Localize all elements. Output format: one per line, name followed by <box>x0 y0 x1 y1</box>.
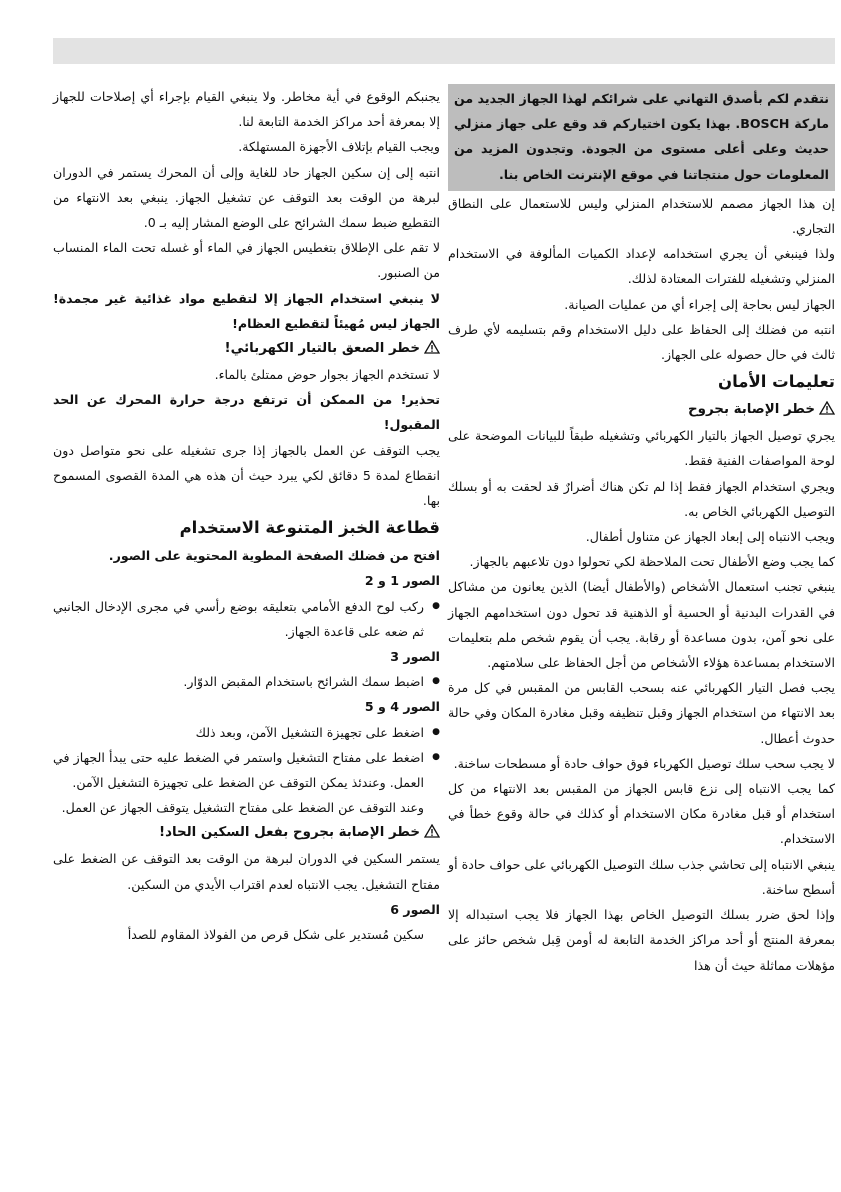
blade-warning-text: خطر الإصابة بجروح بفعل السكين الحاد! <box>159 825 420 841</box>
paragraph: وإذا لحق ضرر بسلك التوصيل الخاص بهذا الجهاز فلا يجب استبداله إلا بمعرفة المنتج أو أحد مراكز الخدمة التابعة له أومن قِبل شخص حائز على مؤهلات مماثلة حيث أن هذا <box>448 907 835 973</box>
figure-label: الصور 4 و 5 <box>364 699 440 715</box>
paragraph: ينبغي الانتباه إلى تحاشي جذب سلك التوصيل الكهربائي على حواف حادة أو أسطح ساخنة. <box>448 856 835 897</box>
list-item: ● ركب لوح الدفع الأمامي بتعليقه بوضع رأسي في مجرى الإدخال الجانبي ثم ضعه على قاعدة الجهاز. <box>53 594 424 644</box>
paragraph: لا يجب سحب سلك توصيل الكهرباء فوق حواف حادة أو مسطحات ساخنة. <box>453 755 835 771</box>
safety-heading: تعليمات الأمان <box>718 372 835 392</box>
paragraph: انتبه إلى إن سكين الجهاز حاد للغاية وإلى أن المحرك يستمر في الدوران لبرهة من الوقت بعد التوقف عن تشغيل الجهاز. ينبغي بعد الانتهاء من التقطيع ضبط سمك الشرائح على الوضع المشار إليه بـ 0. <box>53 164 440 231</box>
paragraph: لا تقم على الإطلاق بتغطيس الجهاز في الماء أو غسله تحت الماء المنساب من الصنبور. <box>53 240 440 281</box>
paragraph: إن هذا الجهاز مصمم للاستخدام المنزلي وليس للاستعمال على النطاق التجاري. <box>448 195 835 237</box>
paragraph: ويجب القيام بإتلاف الأجهزة المستهلكة. <box>238 139 440 155</box>
injury-warning-heading <box>448 397 835 423</box>
paragraph: ولذا فينبغي أن يجري استخدامه لإعداد الكميات المألوفة في الاستخدام المنزلي وتشغيله للفترات المعتادة لذلك. <box>448 246 835 287</box>
injury-warning-text: خطر الإصابة بجروح <box>687 402 815 418</box>
paragraph: سكين مُستدير على شكل قرص من الفولاذ المقاوم للصدأ <box>127 927 424 943</box>
warning-triangle-icon <box>424 340 440 354</box>
paragraph: يجري توصيل الجهاز بالتيار الكهربائي وتشغيله طبقاً للبيانات الموضحة على لوحة المواصفات الفنية فقط. <box>448 428 835 469</box>
paragraph: كما يجب وضع الأطفال تحت الملاحظة لكي تحولوا دون تلاعبهم بالجهاز. <box>469 554 835 570</box>
bold-note: لا ينبغي استخدام الجهاز إلا لتقطيع مواد غذائية غير مجمدة! الجهاز ليس مُهيئاً لتقطيع العظام! <box>53 290 440 331</box>
warning-triangle-icon <box>819 401 835 415</box>
paragraph: يجب فصل التيار الكهربائي عنه بسحب القابس من المقبس في كل مرة بعد الانتهاء من استخدام الجهاز وقبل تنظيفه وقبل مغادرة المكان وفي حالة حدوث أعطال. <box>448 680 835 746</box>
list-item: ● اضبط سمك الشرائح باستخدام المقبض الدوّار. <box>53 669 424 694</box>
warning-triangle-icon <box>424 824 440 838</box>
figure-label: الصور 1 و 2 <box>364 573 440 589</box>
page-header-bar <box>53 38 835 64</box>
step-list <box>53 669 440 694</box>
paragraph: يستمر السكين في الدوران لبرهة من الوقت بعد التوقف عن الضغط على مفتاح التشغيل. يجب الانتباه لعدم اقتراب الأيدي من السكين. <box>53 851 440 892</box>
step-list <box>53 594 440 644</box>
bold-warning: تحذير! من الممكن أن ترتفع درجة حرارة المحرك عن الحد المقبول! <box>53 392 440 433</box>
shock-warning-text: خطر الصعق بالتيار الكهربائي! <box>224 341 420 357</box>
paragraph: ويجب الانتباه إلى إبعاد الجهاز عن متناول أطفال. <box>585 529 835 545</box>
paragraph: ينبغي تجنب استعمال الأشخاص (والأطفال أيضا) الذين يعانون من مشاكل في القدرات البدنية أو الحسية أو الذهنية قد تحول دون استخدامهم الجهاز على نحو آمن، بدون مساعدة أو رقابة. يجب أن يقوم شخص ملم بتعليمات الاستخدام بمساعدة هؤلاء الأشخاص من أجل الحفاظ على سلامتهم. <box>448 579 835 671</box>
intro-box: نتقدم لكم بأصدق التهاني على شرائكم لهذا الجهاز الجديد من ماركة BOSCH. بهذا يكون اختياركم قد وقع على جهاز منزلي حديث وعلى أعلى مستوى من الجودة. وتجدون المزيد من المعلومات حول منتجاتنا في موقع الإنترنت الخاص بنا. <box>448 84 835 191</box>
bread-slicer-heading: قطاعة الخبز المتنوعة الاستخدام <box>179 518 440 538</box>
step-list <box>53 720 440 796</box>
figure-label: الصور 6 <box>390 901 440 917</box>
figure-label: الصور 3 <box>390 649 440 665</box>
column-left <box>53 84 440 947</box>
shock-warning-heading <box>53 336 440 362</box>
paragraph: انتبه من فضلك إلى الحفاظ على دليل الاستخدام وقم بتسليمه لأي طرف ثالث في حال حصوله على الجهاز. <box>448 321 835 363</box>
paragraph: لا تستخدم الجهاز بجوار حوض ممتلئ بالماء. <box>214 367 440 383</box>
paragraph: يجب التوقف عن العمل بالجهاز إذا جرى تشغيله على نحو متواصل دون انقطاع لمدة 5 دقائق لكي يبرد حيث أن هذه هي المدة القصوى المسموح بها. <box>53 442 440 509</box>
blade-warning-heading <box>53 820 440 846</box>
list-item: ● اضغط على مفتاح التشغيل واستمر في الضغط عليه حتى يبدأ الجهاز في العمل. وعندئذ يمكن التوقف عن الضغط على تجهيزة التشغيل الآمن. <box>53 745 424 795</box>
fold-out-instruction: افتح من فضلك الصفحة المطوية المحتوية على الصور. <box>108 548 440 564</box>
paragraph: كما يجب الانتباه إلى نزع قابس الجهاز من المقبس بعد الانتهاء من كل استخدام أو قبل مغادرة مكان الاستخدام أو كذلك في حالة وقوع خطأ في الاستخدام. <box>448 781 835 847</box>
column-right <box>448 84 835 978</box>
paragraph: يجنبكم الوقوع في أية مخاطر. ولا ينبغي القيام بإجراء أي إصلاحات للجهاز إلا بمعرفة أحد مراكز الخدمة التابعة لنا. <box>53 89 440 130</box>
paragraph: الجهاز ليس بحاجة إلى إجراء أي من عمليات الصيانة. <box>564 296 835 312</box>
list-item: ● اضغط على تجهيزة التشغيل الآمن، وبعد ذلك <box>53 720 424 745</box>
paragraph: ويجري استخدام الجهاز فقط إذا لم تكن هناك أضرارٌ قد لحقت به أو بسلك التوصيل الكهربائي الخاص به. <box>448 478 835 519</box>
paragraph: وعند التوقف عن الضغط على مفتاح التشغيل يتوقف الجهاز عن العمل. <box>61 800 424 816</box>
